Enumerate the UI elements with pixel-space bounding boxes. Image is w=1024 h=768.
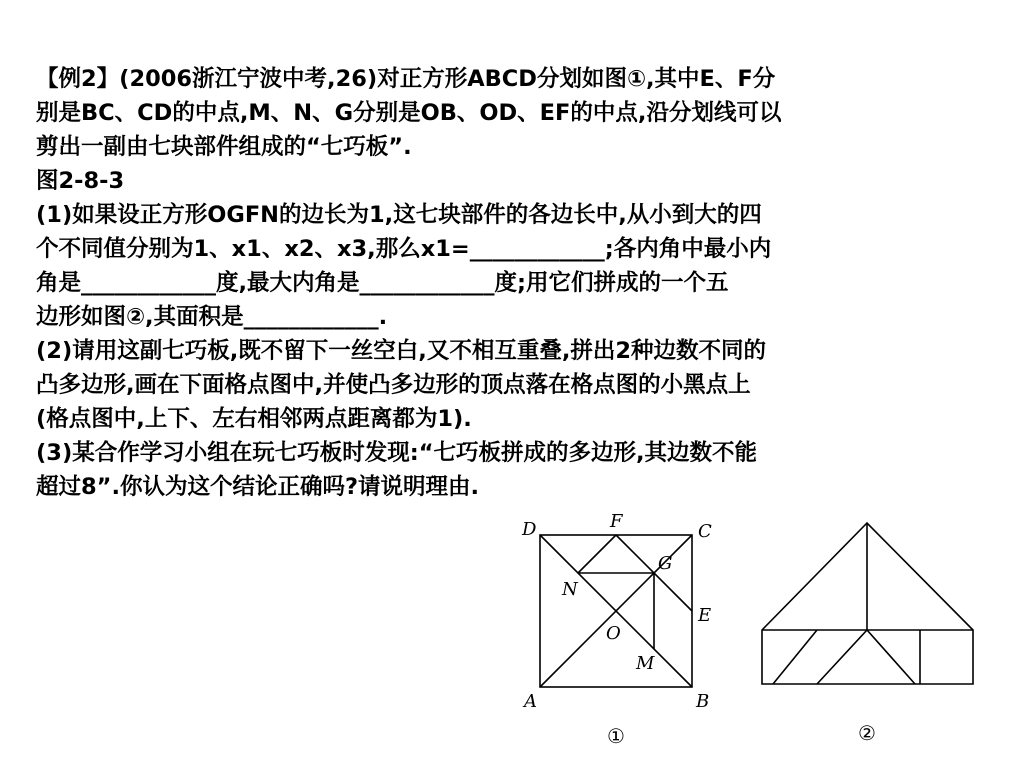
label-b: B [696, 691, 710, 712]
label-o: O [606, 623, 621, 644]
figure-reference: 图2-8-3 [36, 168, 125, 194]
question-2-line-1: (2)请用这副七巧板,既不留下一丝空白,又不相互重叠,拼出2种边数不同的 [36, 338, 767, 364]
problem-line-2: 别是BC、CD的中点,M、N、G分别是OB、OD、EF的中点,沿分划线可以 [36, 100, 782, 126]
tangram-pentagon-figure [755, 515, 985, 760]
question-1-line-3: 角是____________度,最大内角是____________度;用它们拼成的一个五 [36, 270, 729, 296]
label-g: G [658, 553, 673, 574]
figure-1-caption: ① [607, 724, 625, 748]
question-1-line-1: (1)如果设正方形OGFN的边长为1,这七块部件的各边长中,从小到大的四 [36, 202, 762, 228]
question-3-line-2: 超过8”.你认为这个结论正确吗?请说明理由. [36, 474, 480, 500]
label-c: C [698, 521, 712, 542]
question-2-line-2: 凸多边形,画在下面格点图中,并使凸多边形的顶点落在格点图的小黑点上 [36, 372, 751, 398]
parallelogram-edge-2 [817, 630, 867, 684]
label-n: N [562, 579, 578, 600]
pentagon-lines [762, 523, 973, 684]
parallelogram-edge-1 [773, 630, 817, 684]
problem-line-1: 【例2】(2006浙江宁波中考,26)对正方形ABCD分划如图①,其中E、F分 [36, 66, 776, 92]
problem-text [36, 62, 996, 504]
triangle-edge [867, 630, 915, 684]
problem-line-3: 剪出一副由七块部件组成的“七巧板”. [36, 134, 412, 160]
label-e: E [698, 605, 712, 626]
segment-fn [578, 535, 616, 573]
label-m: M [636, 653, 655, 674]
figure-2-caption: ② [858, 721, 876, 745]
question-1-line-4: 边形如图②,其面积是____________. [36, 304, 388, 330]
label-d: D [522, 519, 537, 540]
question-3-line-1: (3)某合作学习小组在玩七巧板时发现:“七巧板拼成的多边形,其边数不能 [36, 440, 758, 466]
question-2-line-3: (格点图中,上下、左右相邻两点距离都为1). [36, 406, 472, 432]
label-a: A [524, 691, 537, 712]
tangram-square-figure [510, 505, 750, 760]
label-f: F [610, 511, 623, 532]
question-1-line-2: 个不同值分别为1、x1、x2、x3,那么x1=____________;各内角中最小内 [36, 236, 772, 262]
